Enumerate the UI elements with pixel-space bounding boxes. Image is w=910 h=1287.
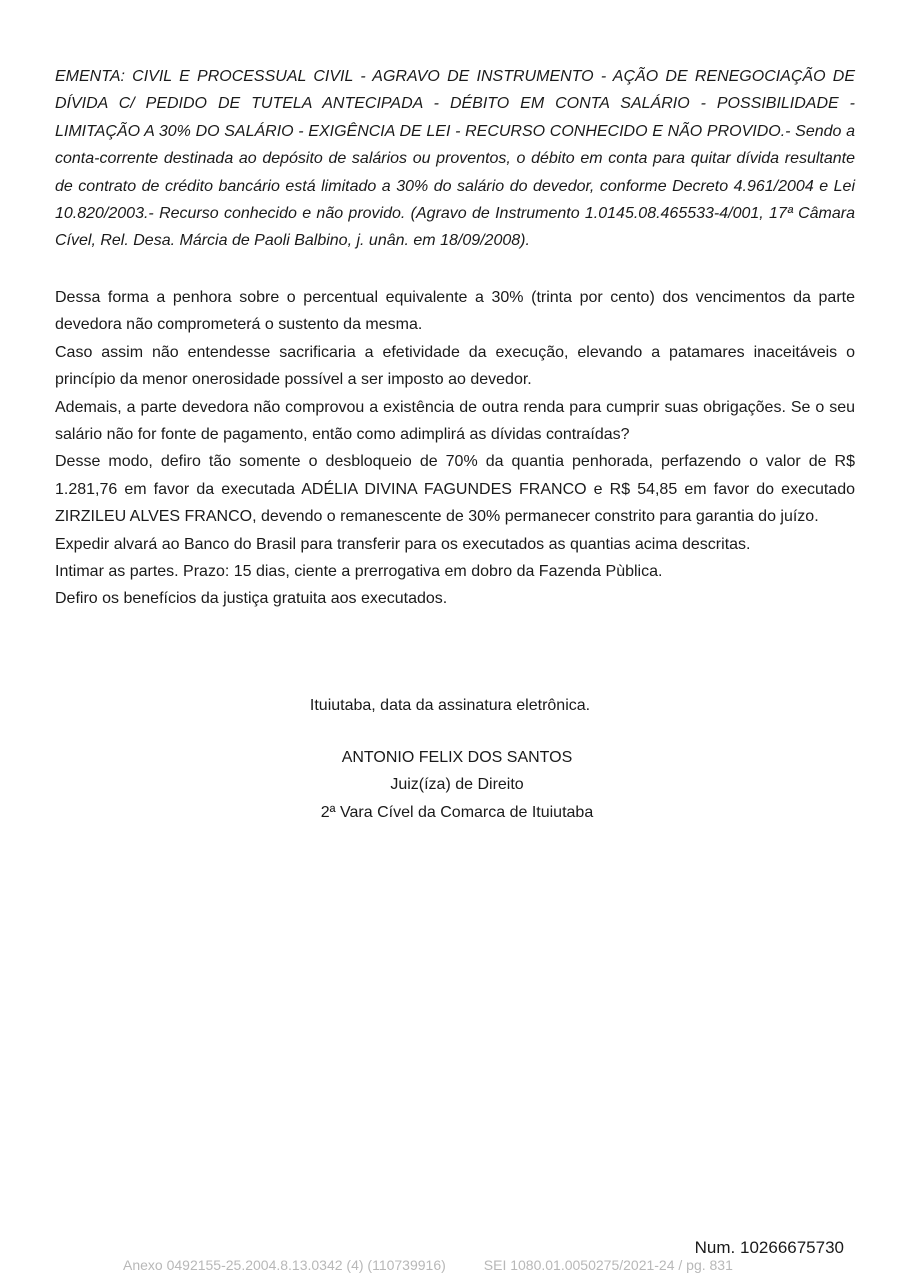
paragraph: Intimar as partes. Prazo: 15 dias, ciente a prerrogativa em dobro da Fazenda Pùblica. xyxy=(55,563,663,581)
paragraph: Ademais, a parte devedora não comprovou a existência de outra renda para cumprir suas obrigações. Se o seu salário não for fonte de pagamento, então como adimplirá as dívidas contraídas? xyxy=(55,398,855,444)
decision-body xyxy=(55,284,855,613)
paragraph: Desse modo, defiro tão somente o desbloqueio de 70% da quantia penhorada, perfazendo o valor de R$ 1.281,76 em favor da executada ADÉLIA DIVINA FAGUNDES FRANCO e R$ 54,85 em favor do executado ZIRZILEU ALVES FRANCO, devendo o remanescente de 30% permanecer constrito para garantia do juízo. xyxy=(55,453,855,526)
paragraph: Expedir alvará ao Banco do Brasil para transferir para os executados as quantias acima descritas. xyxy=(55,535,751,553)
sei-reference: SEI 1080.01.0050275/2021-24 / pg. 831 xyxy=(483,1257,733,1273)
paragraph: Dessa forma a penhora sobre o percentual equivalente a 30% (trinta por cento) dos vencimentos da parte devedora não comprometerá o sustento da mesma. xyxy=(55,289,855,334)
paragraph: Caso assim não entendesse sacrificaria a efetividade da execução, elevando a patamares inaceitáveis o princípio da menor onerosidade possível a ser imposto ao devedor. xyxy=(55,343,855,389)
court-name: 2ª Vara Cível da Comarca de Ituiutaba xyxy=(320,803,594,821)
judge-name: ANTONIO FELIX DOS SANTOS xyxy=(341,749,573,766)
document-number: Num. 10266675730 xyxy=(694,1238,844,1257)
signature-block xyxy=(2,744,910,826)
judge-title: Juiz(íza) de Direito xyxy=(390,776,524,794)
annex-reference: Anexo 0492155-25.2004.8.13.0342 (4) (110739916) xyxy=(123,1257,446,1273)
place-date-line: Ituiutaba, data da assinatura eletrônica. xyxy=(309,697,591,714)
paragraph: Defiro os benefícios da justiça gratuita aos executados. xyxy=(55,590,448,608)
ementa-text: EMENTA: CIVIL E PROCESSUAL CIVIL - AGRAVO DE INSTRUMENTO - AÇÃO DE RENEGOCIAÇÃO DE DÍVIDA C/ PEDIDO DE TUTELA ANTECIPADA - DÉBITO EM CONTA SALÁRIO - POSSIBILIDADE - LIMITAÇÃO A 30% DO SALÁRIO - EXIGÊNCIA DE LEI - RECURSO CONHECIDO E NÃO PROVIDO.- Sendo a conta-corrente destinada ao depósito de salários ou proventos, o débito em conta para quitar dívida resultante de contrato de crédito bancário está limitado a 30% do salário do devedor, conforme Decreto 4.961/2004 e Lei 10.820/2003.- Recurso conhecido e não provido. (Agravo de Instrumento 1.0145.08.465533-4/001, 17ª Câmara Cível, Rel. Desa. Márcia de Paoli Balbino, j. unân. em 18/09/2008). xyxy=(55,68,855,250)
footer-reference xyxy=(123,1257,733,1273)
